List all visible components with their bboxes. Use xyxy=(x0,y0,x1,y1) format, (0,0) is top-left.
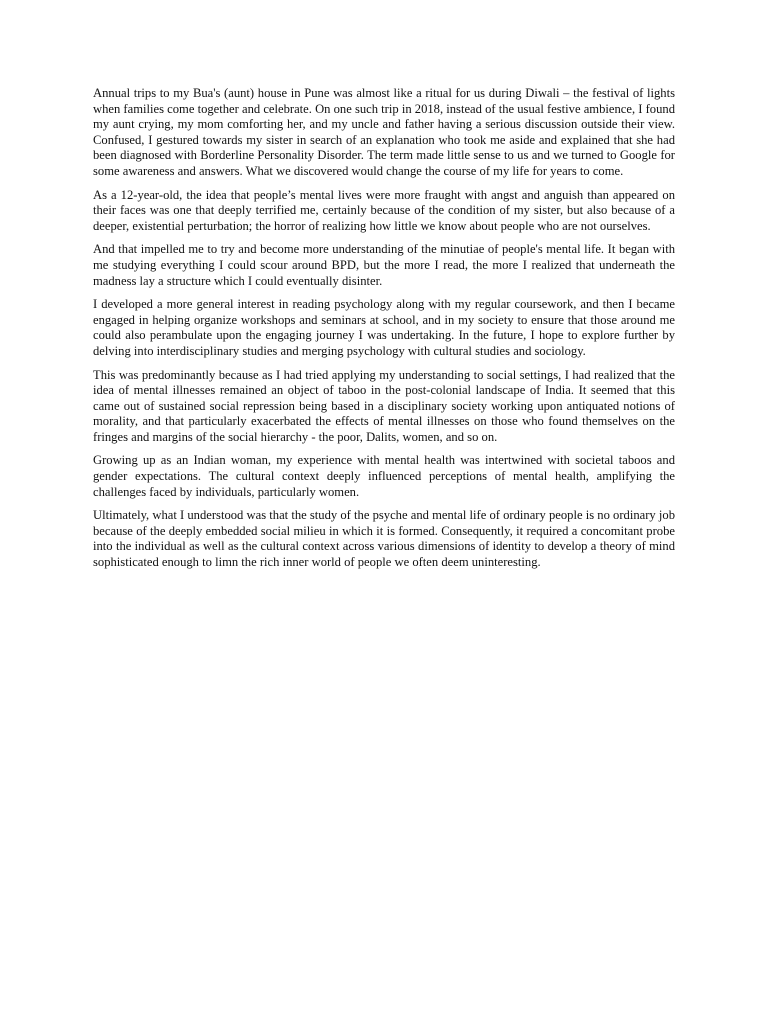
paragraph-1: Annual trips to my Bua's (aunt) house in Pune was almost like a ritual for us during Diwali – the festival of lights when families come together and celebrate. On one such trip in 2018, instead of the usual festive ambience, I found my aunt crying, my mom comforting her, and my uncle and father having a serious discussion outside their view. Confused, I gestured towards my sister in search of an explanation who took me aside and explained that she had been diagnosed with Borderline Personality Disorder. The term made little sense to us and we turned to Google for some awareness and answers. What we discovered would change the course of my life for years to come. xyxy=(93,86,675,178)
paragraph-4: I developed a more general interest in reading psychology along with my regular coursework, and then I became engaged in helping organize workshops and seminars at school, and in my society to ensure that those around me could also perambulate upon the engaging journey I was undertaking. In the future, I hope to explore further by delving into interdisciplinary studies and merging psychology with cultural studies and sociology. xyxy=(93,297,675,358)
paragraph-3: And that impelled me to try and become more understanding of the minutiae of people's mental life. It began with me studying everything I could scour around BPD, but the more I read, the more I realized that underneath the madness lay a structure which I could eventually disinter. xyxy=(93,242,675,288)
paragraph-5: This was predominantly because as I had tried applying my understanding to social settings, I had realized that the idea of mental illnesses remained an object of taboo in the post-colonial landscape of India. It seemed that this came out of sustained social repression being based in a disciplinary society working upon antiquated notions of morality, and that particularly exacerbated the effects of mental illnesses on those who found themselves on the fringes and margins of the social hierarchy - the poor, Dalits, women, and so on. xyxy=(93,367,675,444)
paragraph-6: Growing up as an Indian woman, my experience with mental health was intertwined with societal taboos and gender expectations. The cultural context deeply influenced perceptions of mental health, amplifying the challenges faced by individuals, particularly women. xyxy=(93,453,675,499)
paragraph-2: As a 12-year-old, the idea that people’s mental lives were more fraught with angst and anguish than appeared on their faces was one that deeply terrified me, certainly because of the condition of my sister, but also because of a deeper, existential perturbation; the horror of realizing how little we know about people who are not ourselves. xyxy=(93,187,675,233)
document-body xyxy=(93,86,675,579)
paragraph-7: Ultimately, what I understood was that the study of the psyche and mental life of ordinary people is no ordinary job because of the deeply embedded social milieu in which it is formed. Consequently, it required a concomitant probe into the individual as well as the cultural context across various dimensions of identity to develop a theory of mind sophisticated enough to limn the rich inner world of people we often deem uninteresting. xyxy=(93,508,675,570)
